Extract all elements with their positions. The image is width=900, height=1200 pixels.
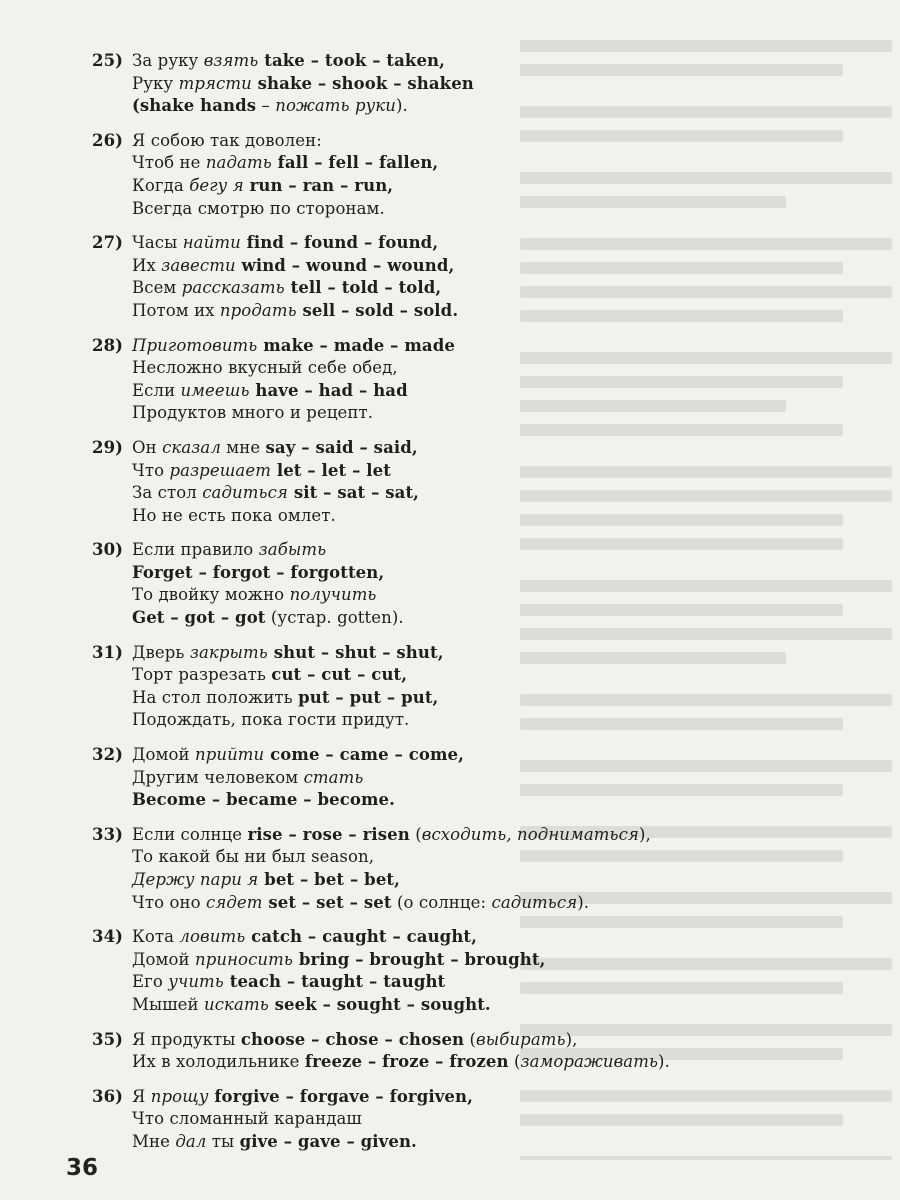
verse-text: Кота — [132, 927, 180, 947]
verb-forms: sell – sold – sold. — [296, 300, 459, 320]
verb-forms: find – found – found, — [240, 233, 439, 253]
verse-text: Домой — [132, 949, 195, 969]
stanza-number: 29) — [92, 437, 124, 457]
verse-text: Если солнце — [132, 824, 248, 844]
verse-text: Потом их — [132, 300, 220, 320]
russian-verb: сказал — [162, 437, 221, 457]
verse-line — [92, 1108, 792, 1131]
russian-verb: выбирать — [476, 1029, 566, 1049]
verse-text: Он — [132, 437, 163, 457]
stanza-number: 31) — [92, 642, 124, 662]
verse-text: (о солнце: — [391, 892, 492, 912]
russian-verb: учить — [168, 972, 224, 992]
verse-line — [92, 335, 792, 358]
verb-forms: forgive – forgave – forgiven, — [208, 1086, 473, 1106]
verse-text: мне — [220, 437, 266, 457]
stanza-4 — [92, 335, 792, 425]
verse-text: То какой бы ни был season, — [132, 847, 375, 867]
russian-verb: стать — [303, 767, 364, 787]
verse-line — [92, 357, 792, 380]
verse-line — [92, 971, 792, 994]
russian-verb: ловить — [179, 927, 246, 947]
verse-text: – — [256, 96, 276, 116]
russian-verb: садиться — [491, 892, 578, 912]
verse-line — [92, 255, 792, 278]
verse-text: ). — [577, 892, 590, 912]
verse-line — [92, 562, 792, 585]
verse-line — [92, 926, 792, 949]
verb-forms: tell – told – told, — [284, 278, 442, 298]
verse-text: Мне — [132, 1131, 176, 1151]
verb-forms: freeze – froze – frozen — [304, 1052, 509, 1072]
verse-line — [92, 277, 792, 300]
verse-text: Но не есть пока омлет. — [132, 505, 336, 525]
russian-verb: взять — [203, 51, 259, 70]
russian-verb: дал — [175, 1131, 207, 1151]
russian-verb: забыть — [258, 540, 327, 560]
verse-text: ты — [206, 1131, 240, 1151]
stanza-2 — [92, 130, 792, 220]
verse-line — [92, 437, 792, 460]
verse-line — [92, 460, 792, 483]
verse-text: Домой — [132, 745, 195, 765]
stanza-number: 30) — [92, 540, 124, 560]
verse-text: За стол — [132, 483, 203, 503]
verb-forms: come – came – come, — [264, 745, 464, 765]
stanza-5 — [92, 437, 792, 527]
verse-text: То двойку можно — [132, 585, 290, 605]
verse-text: Дверь — [132, 642, 190, 662]
verse-text: Его — [132, 972, 169, 992]
verse-text: Что — [132, 460, 170, 480]
verse-line — [92, 402, 792, 425]
verse-line — [92, 869, 792, 892]
verb-forms: set – set – set — [262, 892, 392, 912]
verse-text: Если правило — [132, 540, 259, 560]
verse-line — [92, 744, 792, 767]
verse-line — [92, 642, 792, 665]
verse-text: Что оно — [132, 892, 206, 912]
verse-line — [92, 664, 792, 687]
stanza-number: 34) — [92, 927, 124, 947]
verse-text: ( — [508, 1052, 521, 1072]
russian-verb: рассказать — [181, 278, 285, 298]
verse-line — [92, 482, 792, 505]
verse-text: Часы — [132, 233, 183, 253]
verb-forms: fall – fell – fallen, — [271, 153, 439, 173]
russian-verb: трясти — [178, 73, 252, 93]
verse-text: За руку — [132, 51, 204, 70]
verse-line — [92, 95, 792, 118]
verse-line — [92, 73, 792, 96]
stanza-10 — [92, 926, 792, 1016]
verse-text: ( — [409, 824, 422, 844]
verb-forms: run – ran – run, — [243, 175, 394, 195]
stanza-11 — [92, 1029, 792, 1074]
verse-text: Если — [132, 380, 181, 400]
verse-line — [92, 846, 792, 869]
verse-line — [92, 994, 792, 1017]
russian-verb: закрыть — [189, 642, 268, 662]
verse-line — [92, 767, 792, 790]
verb-forms: sit – sat – sat, — [287, 483, 420, 503]
verse-text: ), — [565, 1029, 578, 1049]
verse-line — [92, 709, 792, 732]
verse-text: Всем — [132, 278, 182, 298]
stanza-12 — [92, 1086, 792, 1154]
verse-line — [92, 687, 792, 710]
russian-verb: приносить — [194, 949, 293, 969]
verse-text: Несложно вкусный себе обед, — [132, 358, 398, 378]
verse-text: На стол положить — [132, 687, 299, 707]
russian-verb: пожать руки — [275, 96, 396, 116]
russian-verb: искать — [203, 994, 269, 1014]
verb-forms: choose – chose – chosen — [240, 1029, 465, 1049]
verb-forms: (shake hands — [132, 96, 257, 116]
verb-forms: teach – taught – taught — [223, 972, 446, 992]
verse-text: ), — [638, 824, 651, 844]
verse-line — [92, 1086, 792, 1109]
verb-forms: shut – shut – shut, — [267, 642, 444, 662]
verb-forms: let – let – let — [270, 460, 391, 480]
verb-forms: have – had – had — [249, 380, 408, 400]
stanza-9 — [92, 824, 792, 914]
verse-text: Торт разрезать — [132, 665, 272, 685]
russian-verb: разрешает — [169, 460, 271, 480]
verse-text: Я — [132, 1086, 151, 1106]
russian-verb: Держу пари я — [132, 870, 259, 889]
stanza-number: 28) — [92, 335, 124, 355]
russian-verb: сядет — [205, 892, 263, 912]
verb-forms: shake – shook – shaken — [251, 73, 474, 93]
russian-verb: бегу я — [189, 175, 244, 195]
stanza-8 — [92, 744, 792, 812]
stanza-number: 36) — [92, 1086, 124, 1106]
verse-line — [92, 300, 792, 323]
stanza-number: 27) — [92, 233, 124, 253]
verse-text: Всегда смотрю по сторонам. — [132, 198, 385, 218]
verb-forms: make – made – made — [257, 335, 455, 355]
verb-forms: put – put – put, — [298, 687, 439, 707]
verse-line — [92, 607, 792, 630]
verse-text: ). — [658, 1052, 670, 1072]
verse-text: Чтоб не — [132, 153, 206, 173]
russian-verb: прийти — [194, 745, 265, 765]
verb-forms: bring – brought – brought, — [292, 949, 546, 969]
stanza-number: 33) — [92, 824, 124, 844]
verse-line — [92, 380, 792, 403]
russian-verb: найти — [182, 233, 241, 253]
russian-verb: всходить, подниматься — [421, 824, 639, 844]
verse-line — [92, 152, 792, 175]
verse-text: ( — [464, 1029, 477, 1049]
verb-forms: say – said – said, — [265, 437, 418, 457]
verb-forms: Forget – forgot – forgotten, — [132, 562, 385, 582]
verse-line — [92, 1029, 792, 1052]
verse-line — [92, 1131, 792, 1154]
stanza-1 — [92, 50, 792, 118]
stanza-6 — [92, 539, 792, 629]
russian-verb: садиться — [202, 483, 288, 503]
stanza-number: 25) — [92, 51, 124, 70]
verse-text: Когда — [132, 175, 190, 195]
verse-line — [92, 130, 792, 153]
verse-text: Подождать, пока гости придут. — [132, 710, 410, 730]
verse-text: ). — [395, 96, 408, 116]
verse-line — [92, 949, 792, 972]
verb-forms: Become – became – become. — [132, 790, 395, 810]
russian-verb: замораживать — [520, 1052, 659, 1072]
verse-line — [92, 824, 792, 847]
verse-line — [92, 198, 792, 221]
verse-line — [92, 50, 792, 73]
verb-forms: bet – bet – bet, — [258, 870, 400, 889]
verb-forms: Get – got – got — [132, 608, 266, 628]
verb-forms: wind – wound – wound, — [235, 255, 455, 275]
russian-verb: Приготовить — [132, 335, 258, 355]
verse-line — [92, 789, 792, 812]
verb-forms: seek – sought – sought. — [268, 994, 491, 1014]
stanza-number: 26) — [92, 130, 124, 150]
page-number: 36 — [66, 1155, 99, 1181]
russian-verb: продать — [219, 300, 297, 320]
stanza-3 — [92, 232, 792, 322]
verse-line — [92, 175, 792, 198]
russian-verb: получить — [289, 585, 377, 605]
verse-line — [92, 505, 792, 528]
verse-text: Их в холодильнике — [132, 1052, 305, 1072]
verse-text: Мышей — [132, 994, 204, 1014]
verse-text: Я продукты — [132, 1029, 241, 1049]
stanza-7 — [92, 642, 792, 732]
verse-line — [92, 539, 792, 562]
verse-line — [92, 584, 792, 607]
russian-verb: завести — [161, 255, 236, 275]
verse-text: Что сломанный карандаш — [132, 1109, 362, 1129]
russian-verb: падать — [205, 153, 272, 173]
verse-text: (устар. gotten). — [265, 608, 404, 628]
verse-text: Руку — [132, 73, 179, 93]
verse-line — [92, 892, 792, 915]
russian-verb: прощу — [150, 1086, 209, 1106]
poem-list — [92, 50, 792, 1166]
verse-text: Продуктов много и рецепт. — [132, 403, 374, 423]
verb-forms: rise – rose – risen — [247, 824, 410, 844]
verse-text: Другим человеком — [132, 767, 304, 787]
verse-text: Их — [132, 255, 162, 275]
verb-forms: take – took – taken, — [258, 51, 445, 70]
verb-forms: give – gave – given. — [239, 1131, 417, 1151]
stanza-number: 35) — [92, 1029, 124, 1049]
verse-text: Я собою так доволен: — [132, 130, 322, 150]
stanza-number: 32) — [92, 745, 124, 765]
verse-line — [92, 232, 792, 255]
verb-forms: cut – cut – cut, — [271, 665, 408, 685]
verse-line — [92, 1051, 792, 1074]
verb-forms: catch – caught – caught, — [245, 927, 477, 947]
russian-verb: имеешь — [180, 380, 250, 400]
